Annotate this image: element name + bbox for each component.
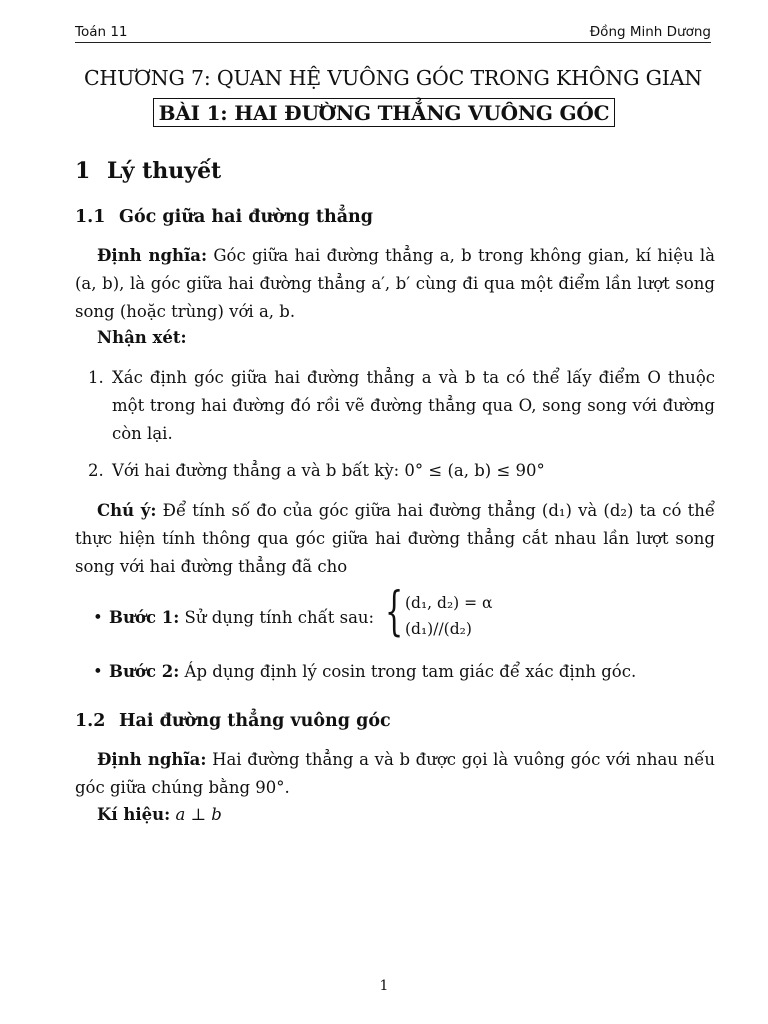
remark-item-2 [88,457,715,485]
left-brace-icon: { [385,582,404,642]
subsection-heading-perpendicular [75,711,391,731]
definition-paragraph-1 [75,242,715,326]
note-text: Để tính số đo của góc giữa hai đường thẳng (d₁) và (d₂) ta có thể thực hiện tính thông qua góc giữa hai đường thẳng cắt nhau lần lượt song song với hai đường thẳng đã cho [75,501,715,576]
step-label: Bước 2: [109,662,180,681]
subsection-number: 1.2 [75,711,106,731]
notation-text: a ⊥ b [170,805,222,824]
section-title: Lý thuyết [107,158,222,184]
remark-number: 2. [88,461,104,480]
step-text: Sử dụng tính chất sau: [179,608,375,627]
definition-label: Định nghĩa: [97,750,207,769]
subsection-number: 1.1 [75,207,106,227]
header-subject: Toán 11 [75,24,128,40]
remark-item-1 [88,364,715,448]
definition-text: Hai đường thẳng a và b được gọi là vuông góc với nhau nếu góc giữa chúng bằng 90°. [75,750,715,797]
definition-text: Góc giữa hai đường thẳng a, b trong không gian, kí hiệu là (a, b), là góc giữa hai đường thẳng a′, b′ cùng đi qua một điểm lần lượt song song (hoặc trùng) với a, b. [75,246,715,321]
remark-number: 1. [88,368,104,387]
remark-text: Xác định góc giữa hai đường thẳng a và b ta có thể lấy điểm O thuộc một trong hai đường đó rồi vẽ đường thẳng qua O, song song với đường còn lại. [112,368,715,443]
subsection-title: Góc giữa hai đường thẳng [119,207,373,227]
lesson-title: BÀI 1: HAI ĐƯỜNG THẲNG VUÔNG GÓC [153,98,616,127]
step-item-1 [93,604,374,632]
definition-paragraph-2 [75,746,715,802]
notation-line [75,801,715,829]
system-row-2: (d₁)//(d₂) [405,620,472,638]
lesson-title-wrap [0,98,768,127]
notation-label: Kí hiệu: [97,805,171,824]
step-label: Bước 1: [109,608,180,627]
equation-system [385,582,525,646]
system-row-1: (d₁, d₂) = α [405,594,493,612]
subsection-heading-angle [75,207,373,227]
step-text: Áp dụng định lý cosin trong tam giác để xác định góc. [179,662,637,681]
remark-label: Nhận xét: [97,328,187,347]
page-number: 1 [379,978,389,994]
section-number: 1 [75,158,91,184]
note-label: Chú ý: [97,501,157,520]
bullet-icon: • [93,608,103,627]
header-author: Đồng Minh Dương [589,24,711,40]
bullet-icon: • [93,662,103,681]
step-item-2 [93,658,636,686]
note-paragraph [75,497,715,581]
definition-label: Định nghĩa: [97,246,208,265]
page-header [75,22,711,43]
remark-text: Với hai đường thẳng a và b bất kỳ: 0° ≤ (a, b) ≤ 90° [112,461,545,480]
subsection-title: Hai đường thẳng vuông góc [119,711,391,731]
section-heading-theory [75,158,221,184]
chapter-title: CHƯƠNG 7: QUAN HỆ VUÔNG GÓC TRONG KHÔNG GIAN [83,66,703,90]
